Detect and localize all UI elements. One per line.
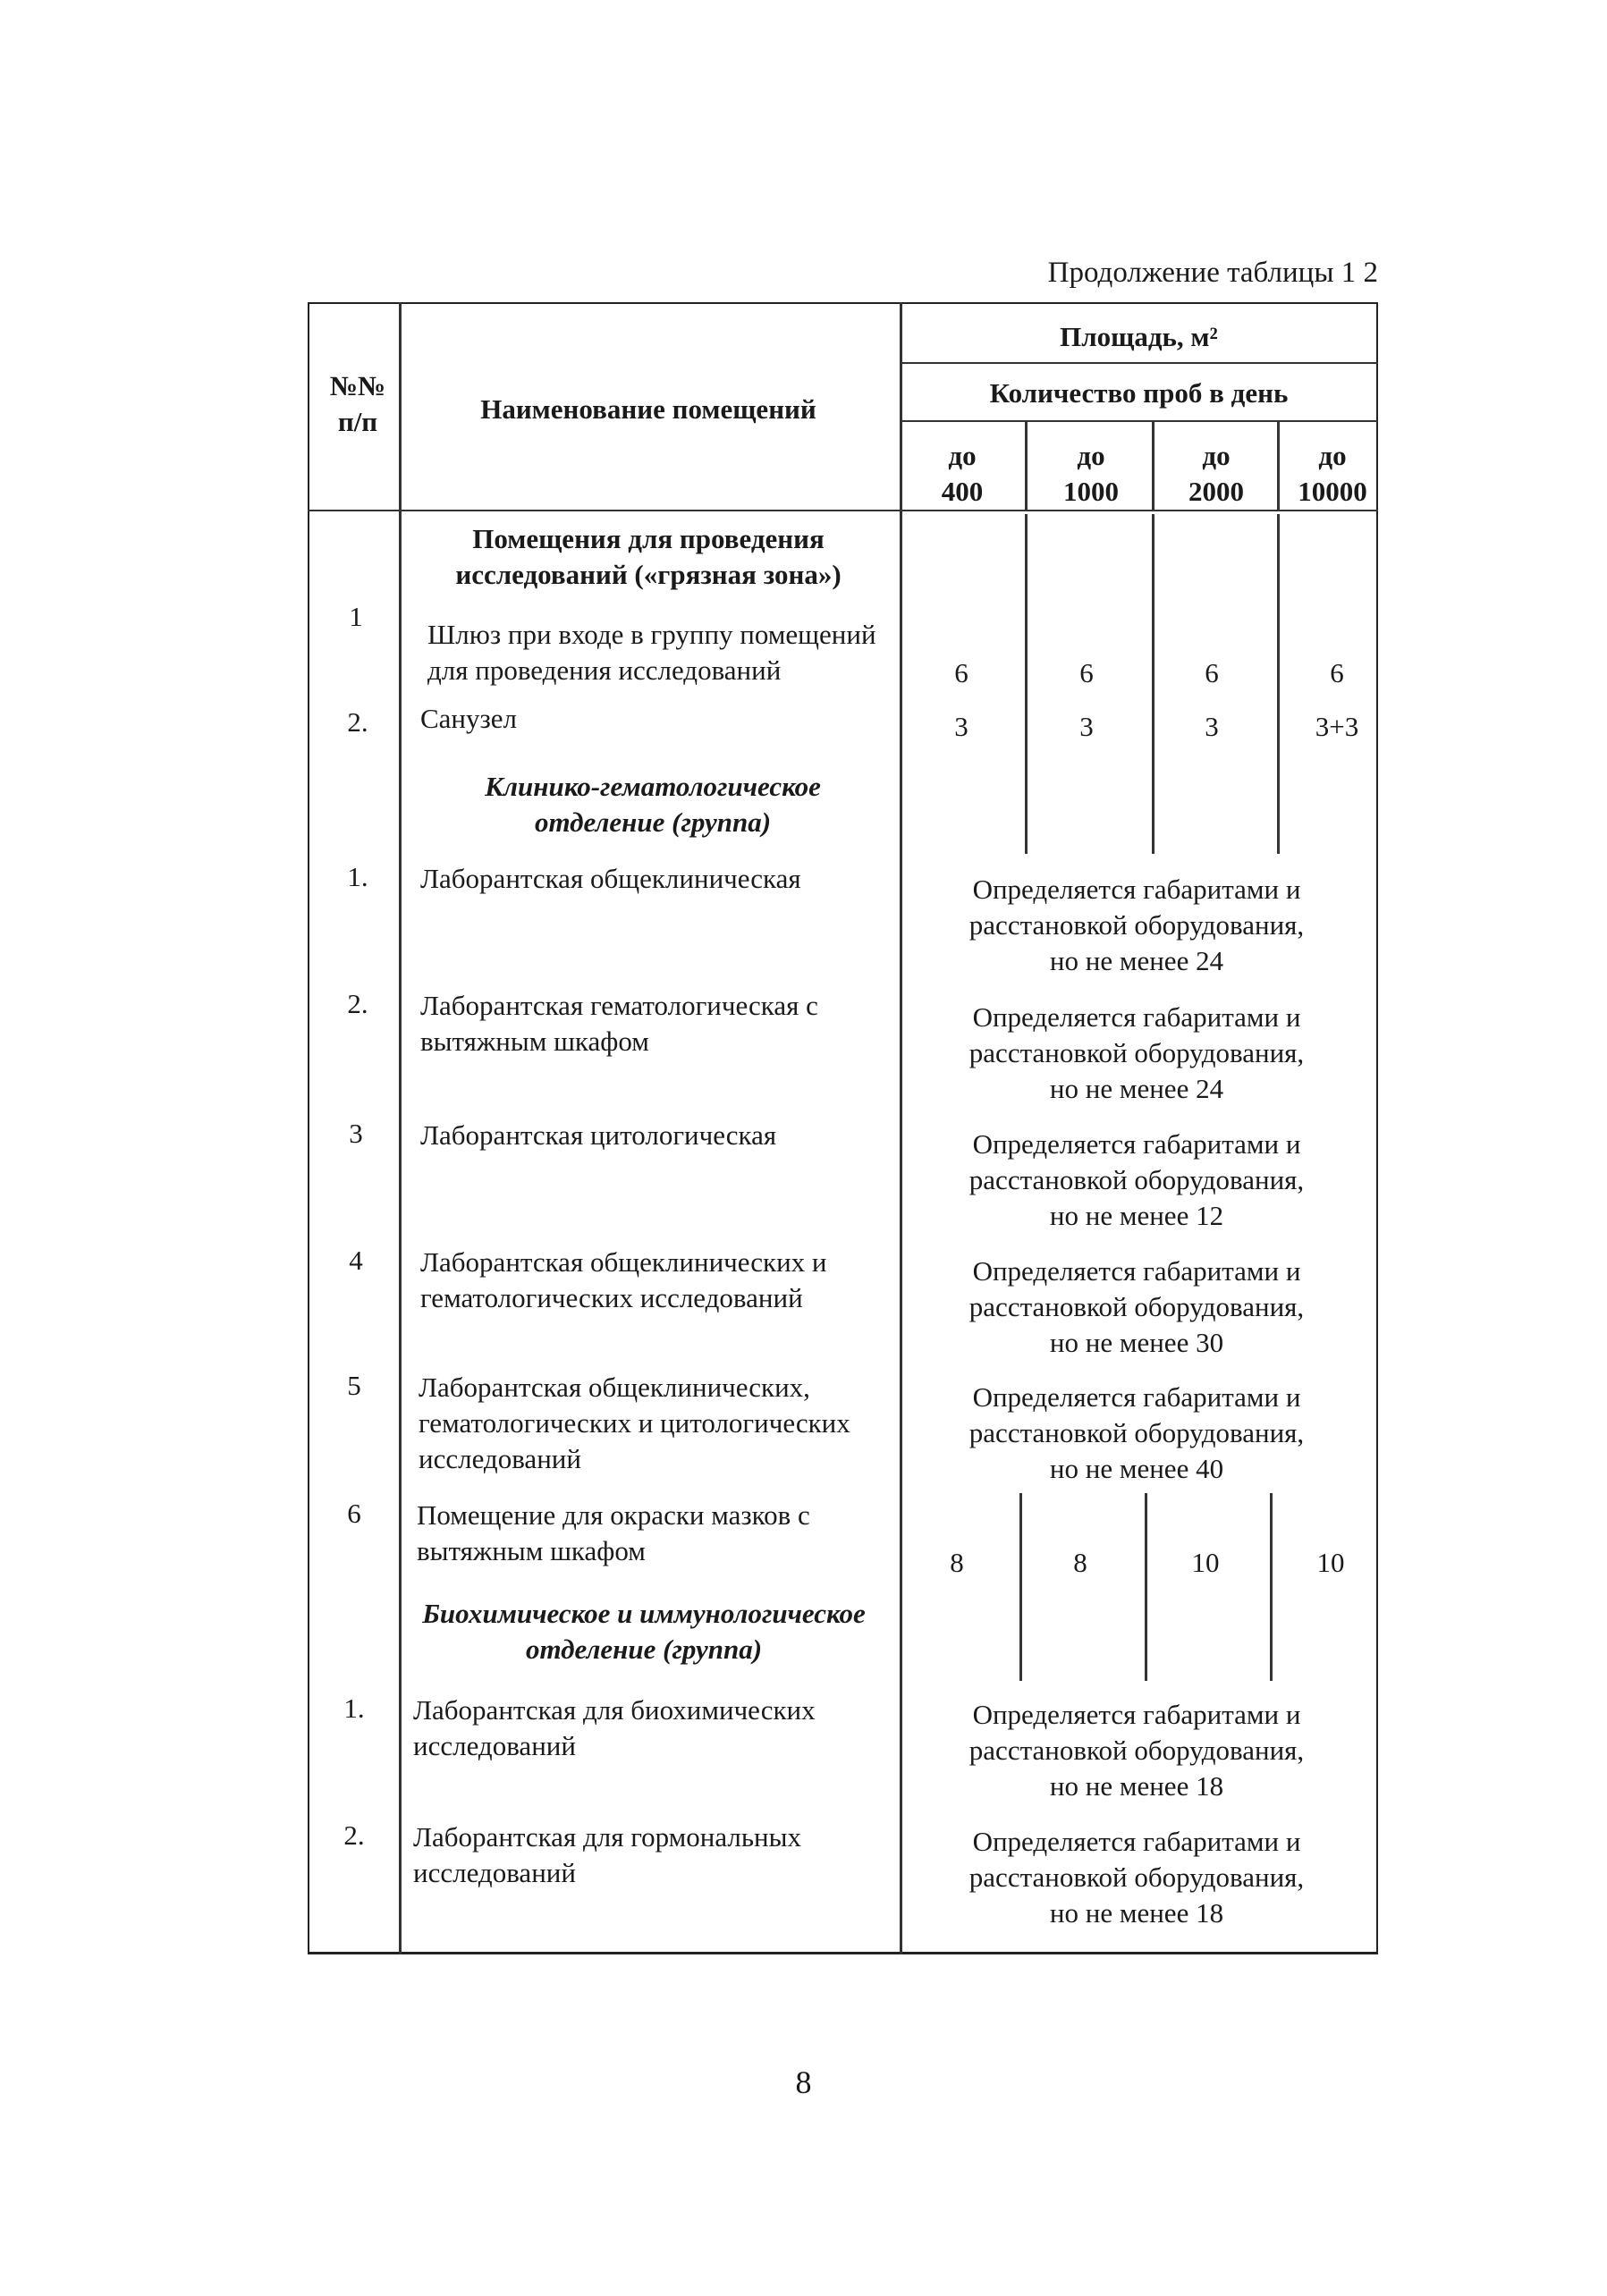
row-number: 2. xyxy=(343,1819,365,1851)
header-area: Площадь, м² xyxy=(1060,321,1218,352)
header-rule-area xyxy=(900,362,1378,364)
row-name: Лаборантская общеклинических и гематологических исследований xyxy=(420,1246,827,1313)
header-samples: Количество проб в день xyxy=(989,377,1289,409)
row-number: 3 xyxy=(349,1118,363,1149)
row-name: Помещение для окраски мазков с вытяжным шкафом xyxy=(417,1499,810,1566)
row-name: Шлюз при входе в группу помещений для проведения исследований xyxy=(427,619,876,686)
row-value-2000: 10 xyxy=(1191,1547,1220,1578)
row-merged-value: Определяется габаритами и расстановкой оборудования, но не менее 40 xyxy=(968,1381,1305,1484)
col-divider-1000 xyxy=(1152,420,1155,510)
row-name: Санузел xyxy=(420,703,518,734)
section-title-biochemical-immunological: Биохимическое и иммунологическое отделение (группа) xyxy=(422,1598,866,1665)
row-value-1000: 3 xyxy=(1079,711,1094,742)
row-name: Лаборантская для гормональных исследований xyxy=(413,1821,801,1888)
row-value-1000: 6 xyxy=(1079,657,1094,688)
col-divider-400-block1 xyxy=(1025,514,1028,854)
row-value-10000: 10 xyxy=(1316,1547,1345,1578)
header-rule-samples xyxy=(900,420,1378,422)
row-number: 1 xyxy=(349,601,363,632)
row-value-400: 8 xyxy=(950,1547,964,1578)
row-number: 2. xyxy=(347,988,368,1019)
table-continuation-caption: Продолжение таблицы 1 2 xyxy=(1047,257,1378,289)
row-value-2000: 6 xyxy=(1205,657,1219,688)
row-merged-value: Определяется габаритами и расстановкой оборудования, но не менее 24 xyxy=(968,874,1305,976)
row-merged-value: Определяется габаритами и расстановкой оборудования, но не менее 18 xyxy=(968,1826,1305,1929)
col-divider-1000-row6 xyxy=(1145,1493,1147,1681)
header-col-10000: до 10000 xyxy=(1298,440,1367,507)
row-name: Лаборантская цитологическая xyxy=(420,1119,777,1151)
row-merged-value: Определяется габаритами и расстановкой оборудования, но не менее 30 xyxy=(968,1255,1305,1358)
row-number: 5 xyxy=(347,1370,361,1401)
row-number: 2. xyxy=(347,706,368,738)
header-num: №№ п/п xyxy=(329,370,386,437)
row-merged-value: Определяется габаритами и расстановкой оборудования, но не менее 24 xyxy=(968,1001,1305,1104)
section-title-clinical-hematology: Клинико-гематологическое отделение (группа) xyxy=(485,771,821,838)
header-bottom-rule xyxy=(308,510,1378,511)
row-value-10000: 3+3 xyxy=(1315,711,1359,742)
col-divider-1000-block1 xyxy=(1152,514,1155,854)
row-name: Лаборантская гематологическая с вытяжным шкафом xyxy=(420,990,818,1057)
section-title-dirty-zone: Помещения для проведения исследований («грязная зона») xyxy=(455,523,842,590)
header-col-400: до 400 xyxy=(941,440,984,507)
row-number: 1. xyxy=(343,1692,365,1724)
row-value-1000: 8 xyxy=(1073,1547,1087,1578)
col-divider-2000 xyxy=(1277,420,1280,510)
row-number: 1. xyxy=(347,861,368,892)
row-value-400: 6 xyxy=(954,657,968,688)
col-divider-400-row6 xyxy=(1019,1493,1022,1681)
header-col-2000: до 2000 xyxy=(1188,440,1244,507)
row-name: Лаборантская для биохимических исследований xyxy=(413,1694,816,1761)
row-merged-value: Определяется габаритами и расстановкой оборудования, но не менее 18 xyxy=(968,1699,1305,1802)
col-divider-2000-block1 xyxy=(1277,514,1280,854)
row-name: Лаборантская общеклинических, гематологических и цитологических исследований xyxy=(419,1372,850,1474)
page-number: 8 xyxy=(795,2064,812,2100)
row-number: 6 xyxy=(347,1498,361,1529)
row-name: Лаборантская общеклиническая xyxy=(420,863,801,894)
row-value-400: 3 xyxy=(954,711,968,742)
header-col-1000: до 1000 xyxy=(1063,440,1119,507)
row-value-10000: 6 xyxy=(1330,657,1344,688)
col-divider-2000-row6 xyxy=(1270,1493,1273,1681)
col-divider-num xyxy=(399,302,402,1954)
col-divider-400 xyxy=(1025,420,1028,510)
header-name: Наименование помещений xyxy=(480,393,816,425)
row-number: 4 xyxy=(349,1245,363,1276)
row-merged-value: Определяется габаритами и расстановкой оборудования, но не менее 12 xyxy=(968,1128,1305,1231)
row-value-2000: 3 xyxy=(1205,711,1219,742)
